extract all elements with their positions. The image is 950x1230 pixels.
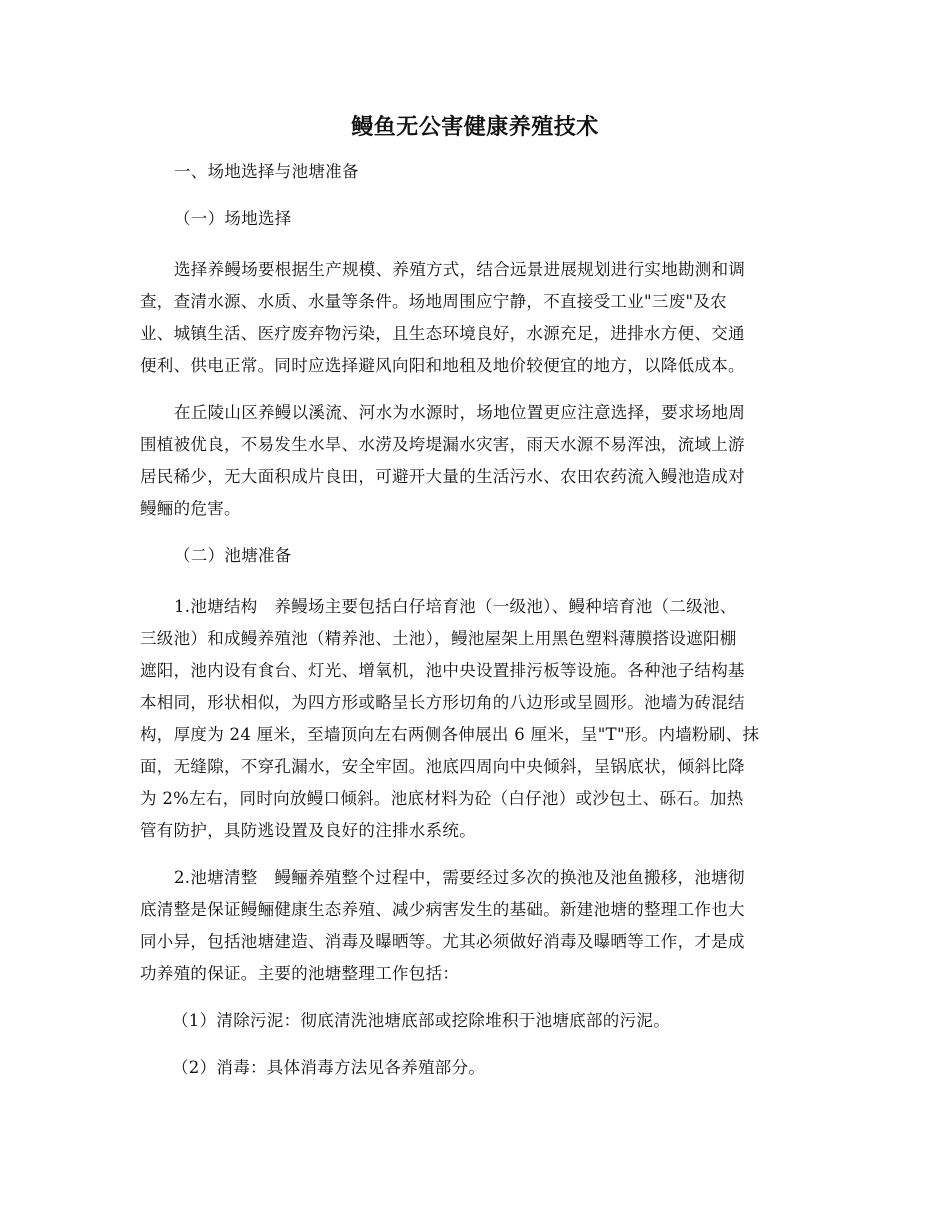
paragraph-line: 选择养鳗场要根据生产规模、养殖方式，结合远景进展规划进行实地勘测和调 [174,260,746,279]
paragraph-line: 本相同，形状相似，为四方形或略呈长方形切角的八边形或呈圆形。池墙为砖混结 [140,693,745,712]
paragraph-line: 业、城镇生活、医疗废弃物污染，且生态环境良好，水源充足，进排水方便、交通 [140,324,745,343]
document-title: 鳗鱼无公害健康养殖技术 [351,115,599,140]
paragraph-line: 构，厚度为 24 厘米，至墙顶向左右两侧各伸展出 6 厘米，呈"T"形。内墙粉刷、抹 [140,725,760,744]
paragraph-line: 管有防护，具防逃设置及良好的注排水系统。 [140,821,476,840]
list-item: （1）清除污泥：彻底清洗池塘底部或挖除堆积于池塘底部的污泥。 [172,1011,670,1030]
paragraph-line: 查，查清水源、水质、水量等条件。场地周围应宁静，不直接受工业"三废"及农 [140,292,727,311]
heading-section-1: 一、场地选择与池塘准备 [174,162,359,181]
heading-subsection-2: （二）池塘准备 [174,546,292,565]
paragraph-line: 三级池）和成鳗养殖池（精养池、土池），鳗池屋架上用黑色塑料薄膜搭设遮阳棚 [140,629,737,648]
paragraph-line: 遮阳，池内设有食台、灯光、增氧机，池中央设置排污板等设施。各种池子结构基 [140,661,745,680]
paragraph-line: 1.池塘结构 养鳗场主要包括白仔培育池（一级池）、鳗种培育池（二级池、 [174,597,737,616]
paragraph-line: 围植被优良，不易发生水旱、水涝及垮堤漏水灾害，雨天水源不易浑浊，流域上游 [140,435,745,454]
paragraph-line: 功养殖的保证。主要的池塘整理工作包括： [140,964,460,983]
paragraph-line: 在丘陵山区养鳗以溪流、河水为水源时，场地位置更应注意选择，要求场地周 [174,403,746,422]
heading-subsection-1: （一）场地选择 [174,209,292,228]
paragraph-line: 面，无缝隙，不穿孔漏水，安全牢固。池底四周向中央倾斜，呈锅底状，倾斜比降 [140,757,745,776]
list-item: （2）消毒：具体消毒方法见各养殖部分。 [172,1058,486,1077]
paragraph-line: 居民稀少，无大面积成片良田，可避开大量的生活污水、农田农药流入鳗池造成对 [140,467,745,486]
paragraph-line: 便利、供电正常。同时应选择避风向阳和地租及地价较便宜的地方，以降低成本。 [140,356,745,375]
paragraph-line: 鳗鲡的危害。 [140,499,241,518]
paragraph-line: 为 2%左右，同时向放鳗口倾斜。池底材料为砼（白仔池）或沙包土、砾石。加热 [140,789,744,808]
paragraph-line: 底清整是保证鳗鲡健康生态养殖、减少病害发生的基础。新建池塘的整理工作也大 [140,900,745,919]
paragraph-line: 2.池塘清整 鳗鲡养殖整个过程中，需要经过多次的换池及池鱼搬移，池塘彻 [174,868,745,887]
paragraph-line: 同小异，包括池塘建造、消毒及曝晒等。尤其必须做好消毒及曝晒等工作，才是成 [140,932,745,951]
